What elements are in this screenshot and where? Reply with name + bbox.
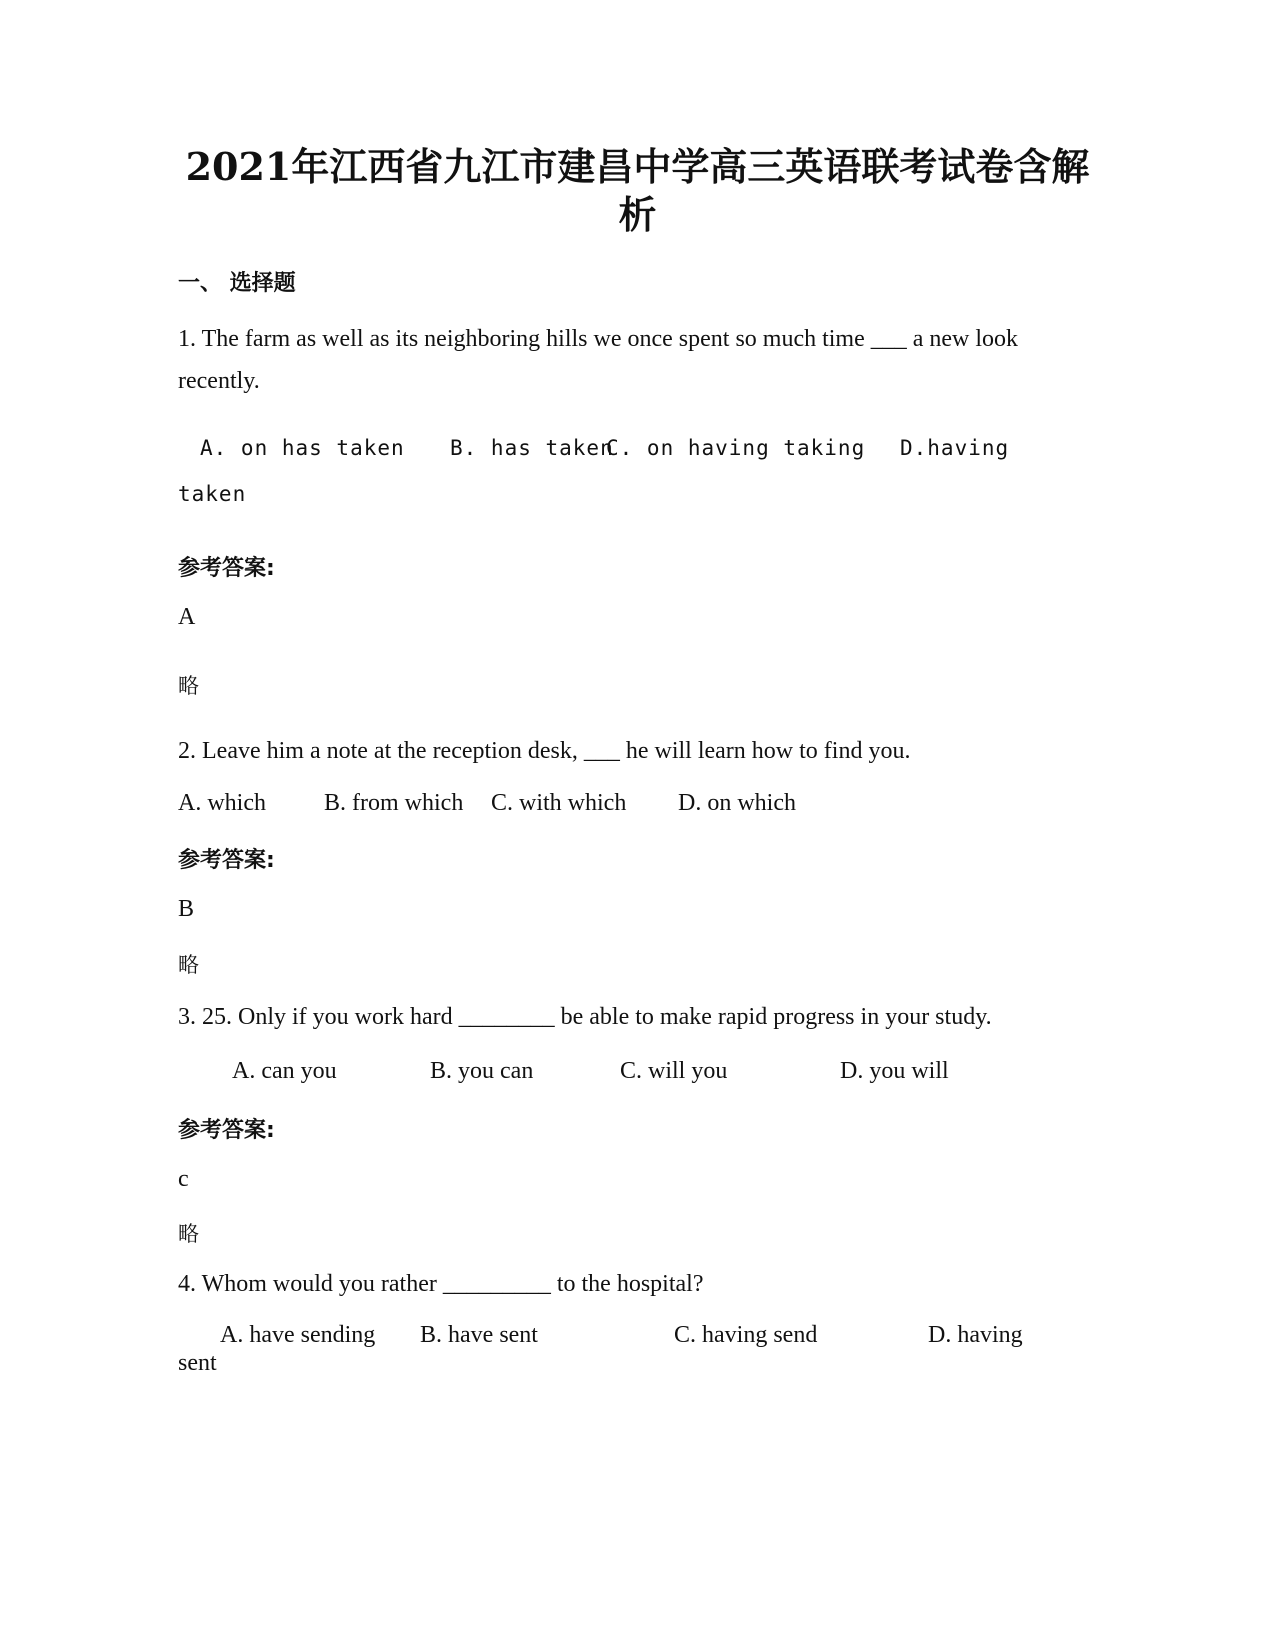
page-title-line1: 2021年江西省九江市建昌中学高三英语联考试卷含解 bbox=[185, 144, 1090, 189]
question-4-stem: 4. Whom would you rather _________ to the hospital? bbox=[178, 1271, 704, 1297]
question-2-explanation: 略 bbox=[178, 953, 199, 977]
question-1-option-d: D.having bbox=[900, 436, 1010, 460]
question-3-option-d: D. you will bbox=[840, 1058, 949, 1084]
question-4-option-b: B. have sent bbox=[420, 1322, 538, 1348]
question-1-option-c: C. on having taking bbox=[606, 436, 866, 460]
question-4-option-a: A. have sending bbox=[220, 1322, 376, 1348]
question-2-answer-label: 参考答案: bbox=[178, 848, 275, 873]
question-1-stem-line1: 1. The farm as well as its neighboring hills we once spent so much time ___ a new look bbox=[178, 326, 1019, 352]
question-4-option-d: D. having bbox=[928, 1322, 1023, 1348]
question-1-answer-label: 参考答案: bbox=[178, 556, 275, 581]
question-1-explanation: 略 bbox=[178, 674, 199, 698]
question-2-option-d: D. on which bbox=[678, 790, 796, 816]
question-3-stem: 3. 25. Only if you work hard ________ be able to make rapid progress in your study. bbox=[178, 1004, 992, 1030]
question-2-stem: 2. Leave him a note at the reception desk, ___ he will learn how to find you. bbox=[178, 738, 911, 764]
question-3-option-c: C. will you bbox=[620, 1058, 728, 1084]
question-2-option-a: A. which bbox=[178, 790, 266, 816]
question-2-option-c: C. with which bbox=[491, 790, 627, 816]
question-3-explanation: 略 bbox=[178, 1222, 199, 1246]
question-3-option-b: B. you can bbox=[430, 1058, 534, 1084]
page-title-line2: 析 bbox=[618, 192, 657, 237]
question-4-option-d-wrap: sent bbox=[178, 1350, 217, 1376]
question-1-option-d-wrap: taken bbox=[178, 482, 247, 506]
section-heading: 一、 选择题 bbox=[178, 271, 296, 296]
question-2-answer: B bbox=[178, 896, 195, 922]
question-2-option-b: B. from which bbox=[324, 790, 464, 816]
question-1-option-b: B. has taken bbox=[450, 436, 614, 460]
question-4-option-c: C. having send bbox=[674, 1322, 818, 1348]
question-3-answer-label: 参考答案: bbox=[178, 1118, 275, 1143]
question-1-answer: A bbox=[178, 604, 196, 630]
question-3-option-a: A. can you bbox=[232, 1058, 337, 1084]
question-1-option-a: A. on has taken bbox=[200, 436, 405, 460]
question-3-answer: c bbox=[178, 1166, 189, 1192]
question-1-stem-line2: recently. bbox=[178, 368, 260, 394]
